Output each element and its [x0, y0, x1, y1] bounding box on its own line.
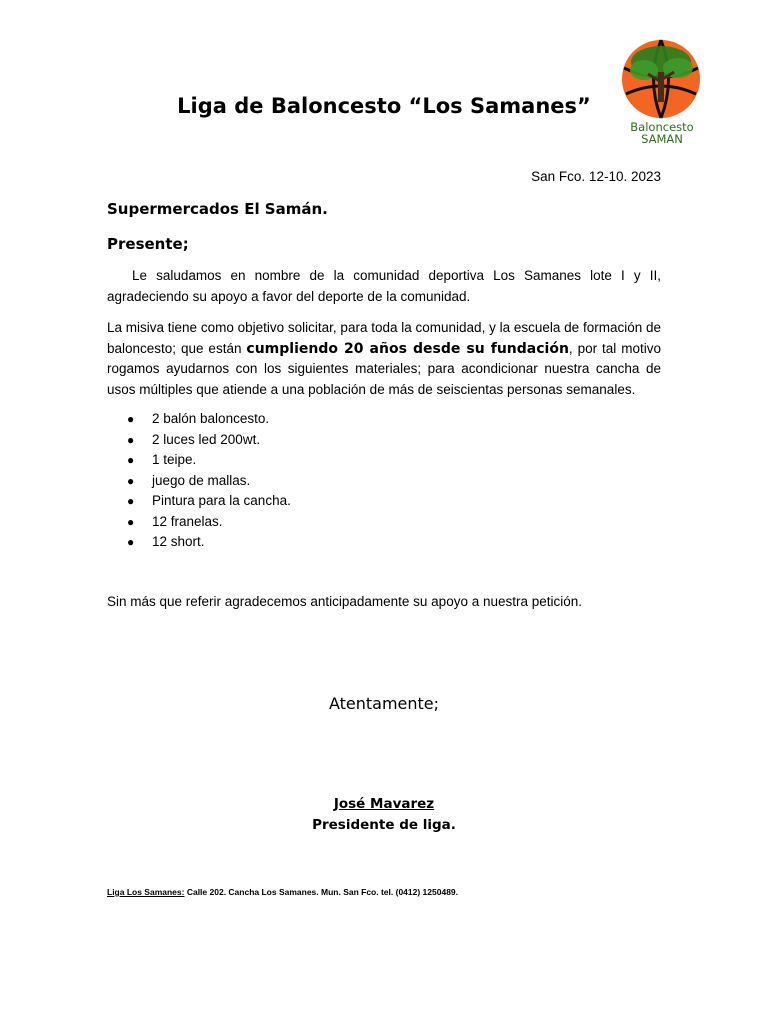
- paragraph-request-text-2: , por tal motivo rogamos ayudarnos con los siguientes materiales; para acondicionar nuestra cancha de usos múltiples que atiende a una población de más de seiscientas personas semanales.: [107, 340, 661, 397]
- signature-initial: J: [333, 796, 339, 812]
- list-item: [107, 512, 291, 533]
- bullet-icon: ●: [127, 412, 135, 426]
- paragraph-intro: Le saludamos en nombre de la comunidad deportiva Los Samanes lote I y II, agradeciendo su apoyo a favor del deporte de la comunidad.: [107, 268, 661, 304]
- list-item-text: 12 short.: [152, 534, 205, 549]
- bullet-icon: ●: [127, 535, 135, 549]
- recipient: Supermercados El Samán.: [107, 200, 328, 218]
- paragraph-request-highlight: cumpliendo 20 años desde su fundación: [246, 340, 569, 357]
- list-item: [107, 491, 291, 512]
- list-item-text: 12 franelas.: [152, 513, 223, 529]
- list-item-text: 2 luces led 200wt.: [152, 431, 261, 447]
- footer-details: Calle 202. Cancha Los Samanes. Mun. San Fco. tel. (0412) 1250489.: [184, 887, 459, 897]
- signature-surname: osé Mavarez: [338, 796, 435, 812]
- letter-date: San Fco. 12-10. 2023: [531, 169, 661, 184]
- signature-name: [0, 796, 768, 812]
- baloncesto-saman-logo: [616, 38, 708, 150]
- bullet-icon: ●: [127, 473, 135, 488]
- signature-role: Presidente de liga.: [312, 817, 456, 833]
- list-item: [107, 430, 291, 451]
- list-item-text: 2 balón baloncesto.: [152, 411, 270, 426]
- materials-list: [107, 409, 291, 553]
- bullet-icon: ●: [127, 514, 135, 529]
- list-item: [107, 532, 291, 553]
- bullet-icon: ●: [127, 453, 135, 467]
- paragraph-request-text-1: La misiva tiene como objetivo solicitar, para toda la comunidad, y la escuela de formación de baloncesto; que están: [107, 320, 661, 356]
- list-item-text: 1 teipe.: [152, 452, 197, 467]
- list-item: [107, 471, 291, 492]
- list-item: [107, 409, 291, 430]
- closing-line: Sin más que referir agradecemos anticipadamente su apoyo a nuestra petición.: [107, 594, 583, 609]
- bullet-icon: ●: [127, 432, 135, 447]
- list-item-text: juego de mallas.: [152, 472, 251, 488]
- list-item: [107, 450, 291, 471]
- logo-text-saman: SAMAN: [641, 132, 683, 146]
- list-item-text: Pintura para la cancha.: [152, 493, 291, 508]
- bullet-icon: ●: [127, 494, 135, 508]
- footer-org: Liga Los Samanes:: [107, 887, 185, 897]
- paragraph-request: [107, 318, 661, 400]
- greeting: Presente;: [107, 235, 189, 253]
- letter-title: Liga de Baloncesto “Los Samanes”: [177, 94, 591, 118]
- basketball-tree-icon: [616, 38, 708, 122]
- footer-address: [107, 887, 458, 897]
- logo-text-baloncesto: Baloncesto: [630, 120, 694, 134]
- regards: Atentamente;: [328, 694, 440, 713]
